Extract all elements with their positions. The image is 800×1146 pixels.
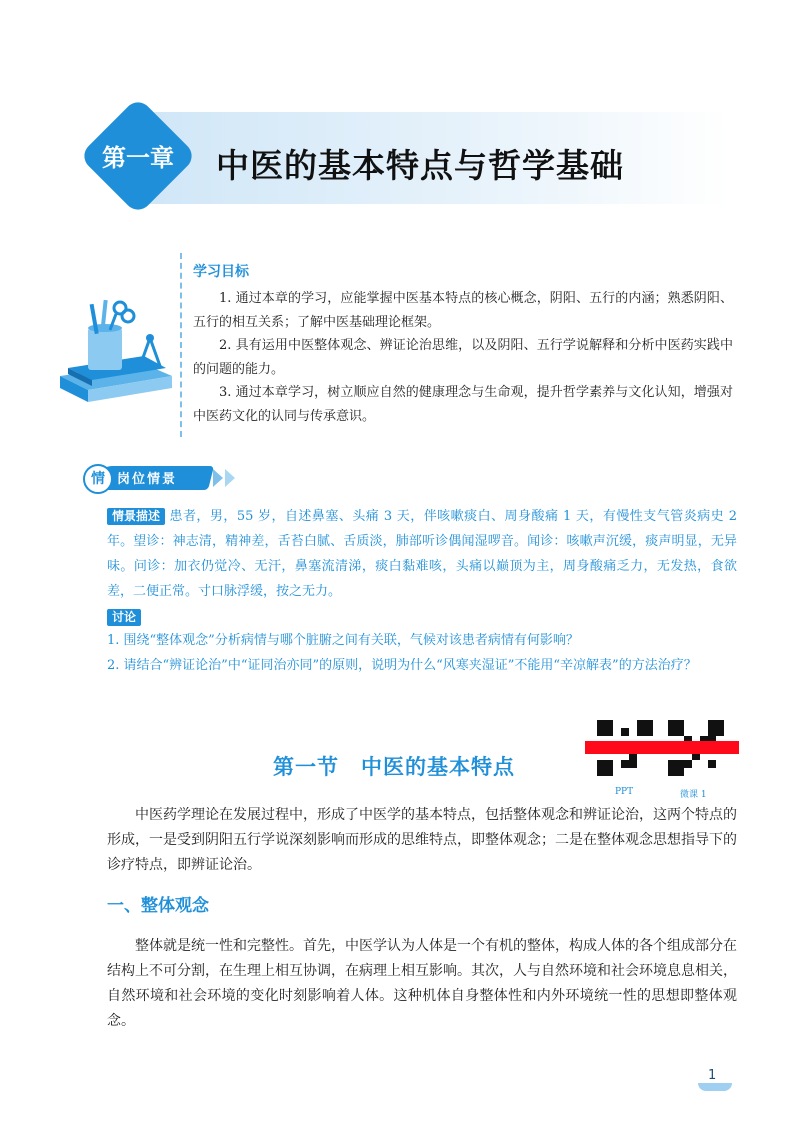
objectives-title: 学习目标 bbox=[193, 264, 249, 280]
qr-label-video: 微课 1 bbox=[680, 790, 707, 800]
qr-label-ppt: PPT bbox=[615, 787, 634, 797]
page-number: 1 bbox=[708, 1068, 717, 1083]
objective-item: 2. 具有运用中医整体观念、辨证论治思维，以及阴阳、五行学说解释和分析中医药实践中的问题的能力。 bbox=[193, 338, 733, 377]
scenario-desc-text: 患者，男，55 岁，自述鼻塞、头痛 3 天，伴咳嗽痰白、周身酸痛 1 天，有慢性支气管炎病史 2 年。望诊：神志清，精神差，舌苔白腻、舌质淡，肺部听诊偶闻湿啰音。闻诊：咳嗽声沉缓，痰声明显，无异味。问诊：加衣仍觉冷、无汗，鼻塞流清涕，痰白黏难咳，头痛以巅顶为主，周身酸痛乏力，无发热，食欲差，二便正常。寸口脉浮缓，按之无力。 bbox=[107, 509, 737, 599]
discussion-item: 2. 请结合“辨证论治”中“证同治亦同”的原则，说明为什么“风寒夹湿证”不能用“辛凉解表”的方法治疗？ bbox=[107, 658, 697, 673]
scenario-icon: 情 bbox=[83, 464, 113, 494]
redaction-bar bbox=[585, 741, 739, 754]
scenario-desc-tag: 情景描述 bbox=[107, 508, 165, 525]
discussion-tag-wrap bbox=[107, 606, 145, 626]
discussion-tag: 讨论 bbox=[107, 609, 141, 626]
stationery-illustration-icon bbox=[54, 298, 176, 408]
chapter-badge bbox=[82, 100, 194, 212]
chapter-title: 中医的基本特点与哲学基础 bbox=[216, 146, 624, 185]
subsection-paragraph: 整体就是统一性和完整性。首先，中医学认为人体是一个有机的整体，构成人体的各个组成部分在结构上不可分割，在生理上相互协调，在病理上相互影响。其次，人与自然环境和社会环境息息相关，自然环境和社会环境的变化时刻影响着人体。这种机体自身整体性和内外环境统一性的思想即整体观念。 bbox=[107, 938, 737, 1029]
chapter-badge-label: 第一章 bbox=[102, 144, 174, 172]
discussion-item: 1. 围绕“整体观念”分析病情与哪个脏腑之间有关联，气候对该患者病情有何影响？ bbox=[107, 633, 579, 648]
subsection-title: 一、整体观念 bbox=[107, 896, 209, 916]
arrow-right-icon bbox=[213, 469, 223, 487]
page-number-decoration bbox=[698, 1083, 732, 1091]
discussion-list bbox=[107, 628, 737, 678]
subsection-body bbox=[107, 934, 737, 1034]
arrow-right-icon bbox=[225, 469, 235, 487]
objective-item: 3. 通过本章学习，树立顺应自然的健康理念与生命观，提升哲学素养与文化认知，增强对中医药文化的认同与传承意识。 bbox=[193, 385, 733, 424]
objective-item: 1. 通过本章的学习，应能掌握中医基本特点的核心概念，阴阳、五行的内涵；熟悉阴阳、五行的相互关系；了解中医基础理论框架。 bbox=[193, 291, 733, 330]
scenario-ribbon bbox=[83, 461, 243, 495]
scenario-ribbon-label: 岗位情景 bbox=[117, 472, 178, 487]
section-title: 第一节 中医的基本特点 bbox=[273, 754, 515, 779]
scenario-description bbox=[107, 504, 737, 604]
section-intro bbox=[107, 803, 737, 878]
objectives-list bbox=[193, 287, 733, 428]
section-intro-paragraph: 中医药学理论在发展过程中，形成了中医学的基本特点，包括整体观念和辨证论治，这两个特点的形成，一是受到阴阳五行学说深刻影响而形成的思维特点，即整体观念；二是在整体观念思想指导下的诊疗特点，即辨证论治。 bbox=[107, 807, 737, 873]
